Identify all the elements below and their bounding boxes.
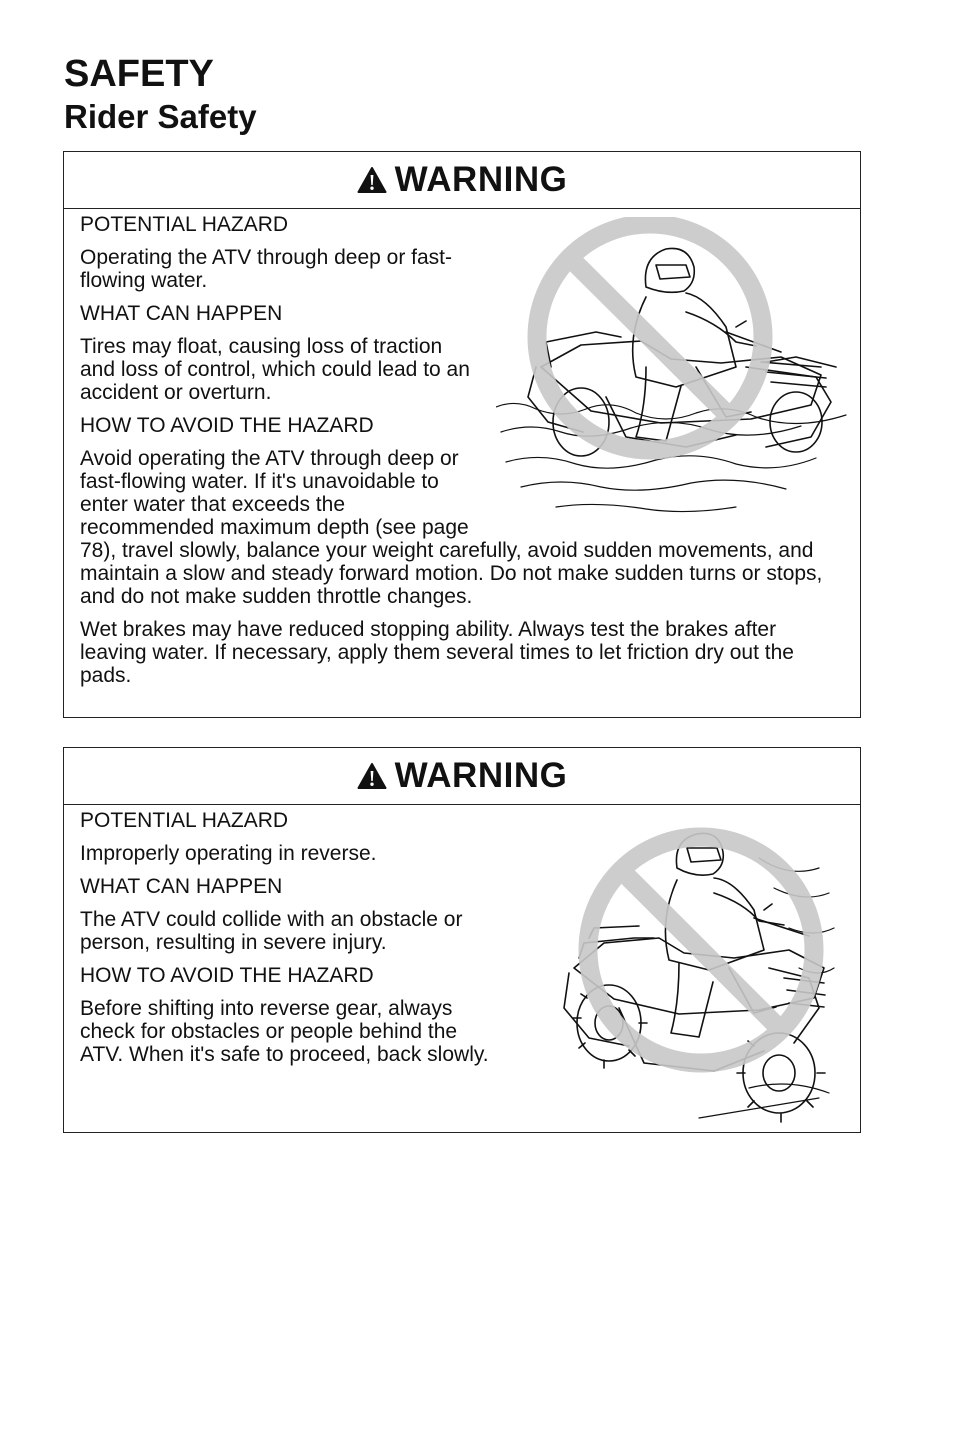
what-can-happen-text: Tires may float, causing loss of traction and loss of control, which could lead to an accident or overturn. <box>80 335 470 404</box>
avoid-label: HOW TO AVOID THE HAZARD <box>80 414 374 437</box>
section-title: Rider Safety <box>64 98 257 135</box>
warning-triangle-icon <box>357 166 387 194</box>
hazard-text: Improperly operating in reverse. <box>80 842 377 865</box>
warning-header <box>64 748 860 805</box>
avoid-text: Before shifting into reverse gear, always check for obstacles or people behind the ATV. When it's safe to proceed, back slowly. <box>80 997 489 1066</box>
warning-triangle-icon <box>357 762 387 790</box>
warning-box-water <box>63 151 861 718</box>
avoid-label: HOW TO AVOID THE HAZARD <box>80 964 374 987</box>
warning-title: WARNING <box>394 160 568 199</box>
what-can-happen-text: The ATV could collide with an obstacle or person, resulting in severe injury. <box>80 908 463 954</box>
warning-header <box>64 152 860 209</box>
warning-body <box>64 209 860 707</box>
hazard-label: POTENTIAL HAZARD <box>80 213 289 236</box>
atv-in-water-prohibited-illustration <box>496 217 848 517</box>
avoid-text: Avoid operating the ATV through deep or fast-flowing water. If it's unavoidable to enter water that exceeds the recommended maximum depth (see page 78), travel slowly, balance your weight carefully, avoid sudden movements, and maintain a slow and steady forward motion. Do not make sudden turns or stops, and do not make sudden throttle changes. <box>80 447 823 608</box>
warning-body <box>64 805 516 1086</box>
hazard-text: Operating the ATV through deep or fast-flowing water. <box>80 246 453 292</box>
hazard-label: POTENTIAL HAZARD <box>80 809 289 832</box>
warning-box-reverse <box>63 747 861 1133</box>
wet-brakes-text: Wet brakes may have reduced stopping ability. Always test the brakes after leaving water. If necessary, apply them several times to let friction dry out the pads. <box>80 618 794 687</box>
page-title: SAFETY <box>64 53 214 95</box>
what-can-happen-label: WHAT CAN HAPPEN <box>80 875 283 898</box>
warning-title: WARNING <box>394 756 568 795</box>
atv-reversing-prohibited-illustration <box>559 818 849 1128</box>
what-can-happen-label: WHAT CAN HAPPEN <box>80 302 283 325</box>
